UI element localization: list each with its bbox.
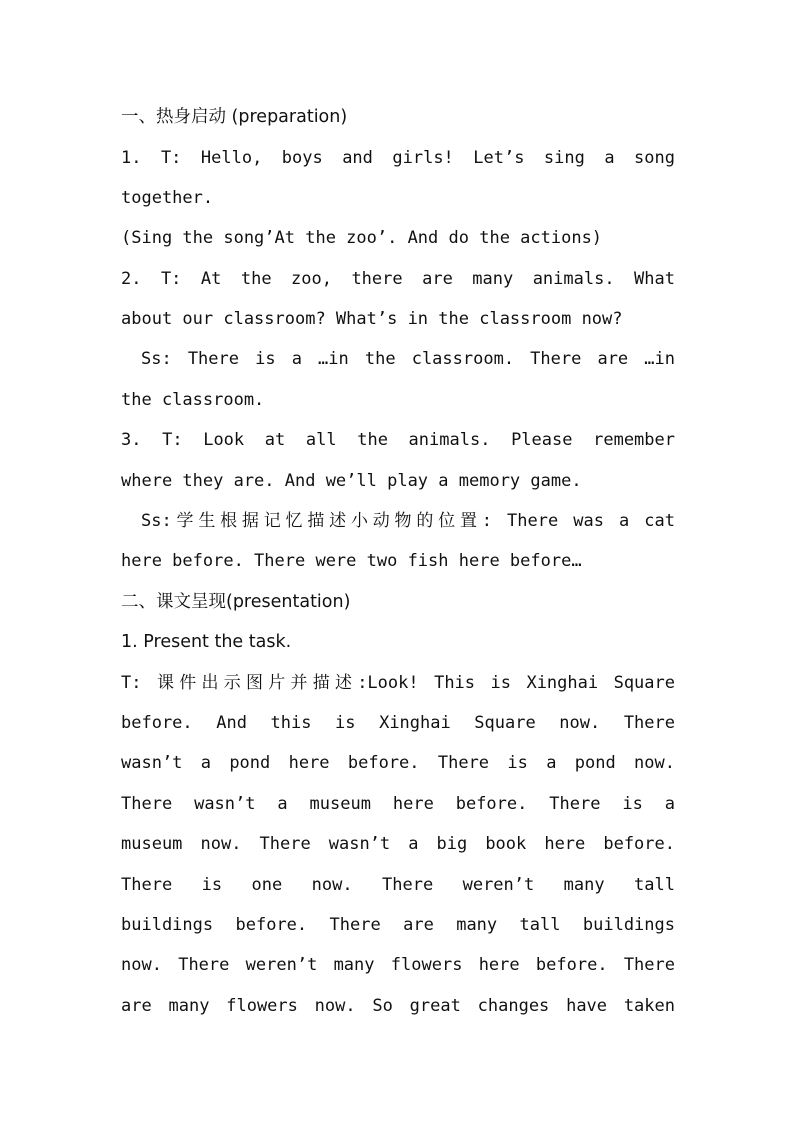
item1-line1: 1. T: Hello, boys and girls! Let’s sing a song <box>121 148 675 168</box>
item1-note: (Sing the song’At the zoo’. And do the actions) <box>121 228 603 248</box>
item2-ss-line2: the classroom. <box>121 390 265 410</box>
item1-line2: together. <box>121 188 214 208</box>
paragraph-line: wasn’t a pond here before. There is a pond now. <box>121 753 675 773</box>
item2-line1: 2. T: At the zoo, there are many animals. What <box>121 269 675 289</box>
item3-ss-line2: here before. There were two fish here before… <box>121 551 582 571</box>
item2-ss-line1: Ss: There is a …in the classroom. There are …in <box>141 349 675 369</box>
paragraph-line: before. And this is Xinghai Square now. There <box>121 713 675 733</box>
paragraph-line: There is one now. There weren’t many tall <box>121 875 675 895</box>
paragraph-line: buildings before. There are many tall buildings <box>121 915 675 935</box>
section2-heading: 二、课文呈现(presentation) <box>121 592 351 612</box>
item3-ss-line1: Ss:学生根据记忆描述小动物的位置: There was a cat <box>141 511 675 531</box>
paragraph-line: are many flowers now. So great changes have taken <box>121 996 675 1016</box>
section1-heading: 一、热身启动 (preparation) <box>121 107 348 127</box>
item3-line2: where they are. And we’ll play a memory game. <box>121 471 582 491</box>
paragraph-line: T: 课件出示图片并描述:Look! This is Xinghai Square <box>121 673 675 693</box>
paragraph-line: There wasn’t a museum here before. There is a <box>121 794 675 814</box>
paragraph-line: now. There weren’t many flowers here before. There <box>121 955 675 975</box>
task-title: 1. Present the task. <box>121 632 292 652</box>
item3-line1: 3. T: Look at all the animals. Please remember <box>121 430 675 450</box>
item2-line2: about our classroom? What’s in the classroom now? <box>121 309 623 329</box>
paragraph-line: museum now. There wasn’t a big book here before. <box>121 834 675 854</box>
